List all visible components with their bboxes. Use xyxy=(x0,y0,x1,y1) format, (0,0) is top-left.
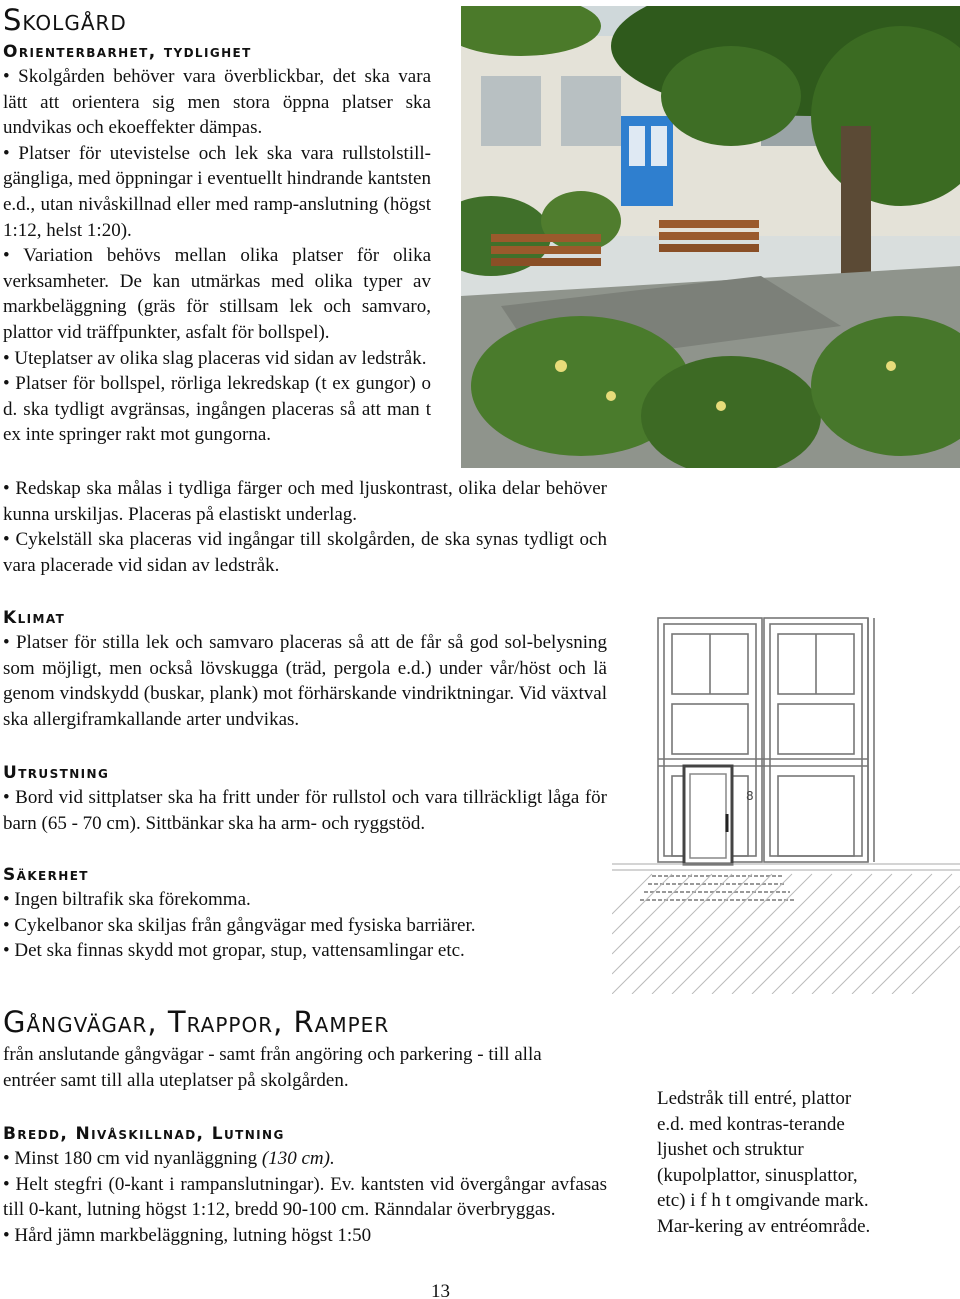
heading-sakerhet: Säkerhet xyxy=(3,865,89,885)
sakerhet-list xyxy=(3,887,607,964)
list-item: • Redskap ska målas i tydliga färger och med ljuskontrast, olika delar behöver kunna urskiljas. Placeras på elastiskt underlag. xyxy=(3,478,607,525)
orienterbarhet-list-top xyxy=(3,64,431,448)
entrance-drawing-image xyxy=(612,614,960,994)
entrance-drawing xyxy=(612,614,960,994)
list-item: • Cykelställ ska placeras vid ingångar till skolgården, de ska synas tydligt och vara placerade vid sidan av ledstråk. xyxy=(3,529,607,576)
orienterbarhet-list-bottom xyxy=(3,476,607,578)
page-number: 13 xyxy=(431,1281,450,1299)
list-item-italic: (130 cm). xyxy=(261,1148,335,1169)
list-item: • Platser för utevistelse och lek ska vara rullstolstill-gängliga, med öppningar i eventuellt hindrande kantsten e.d., utan nivåskillnad eller med ramp-anslutning (högst 1:12, helst 1:20). xyxy=(3,142,431,241)
list-item xyxy=(3,1146,607,1172)
section-title-gangvagar: Gångvägar, Trappor, Ramper xyxy=(3,1005,390,1039)
caption-block xyxy=(657,1086,872,1240)
list-item: • Skolgården behöver vara överblickbar, det ska vara lätt att orientera sig men stora öppna platser ska undvikas och ekoeffekter dämpas. xyxy=(3,66,431,139)
schoolyard-photo-image xyxy=(461,6,960,468)
heading-utrustning: Utrustning xyxy=(3,763,110,783)
door-number: 8 xyxy=(746,789,754,803)
heading-orienterbarhet: Orienterbarhet, tydlighet xyxy=(3,42,252,62)
section-title-skolgard: Skolgård xyxy=(3,3,127,37)
utrustning-list xyxy=(3,785,607,836)
klimat-list xyxy=(3,630,607,732)
list-item: • Helt stegfri (0-kant i rampanslutningar). Ev. kantsten vid övergångar avfasas till 0-kant, lutning högst 1:12, bredd 90-100 cm. Ränndalar överbryggas. xyxy=(3,1173,607,1221)
list-item: • Uteplatser av olika slag placeras vid sidan av ledstråk. xyxy=(3,347,427,369)
list-item: • Bord vid sittplatser ska ha fritt under för rullstol och vara tillräckligt låga för barn (65 - 70 cm). Sittbänkar ska ha arm- och ryggstöd. xyxy=(3,787,607,834)
heading-bredd: Bredd, Nivåskillnad, Lutning xyxy=(3,1124,285,1144)
drawing-caption: Ledstråk till entré, plattor e.d. med kontras-terande ljushet och struktur (kupolplattor, sinusplattor, etc) i f h t omgivande mark. Mar-kering av entréområde. xyxy=(657,1088,871,1237)
heading-klimat: Klimat xyxy=(3,608,66,628)
list-item: • Det ska finnas skydd mot gropar, stup, vattensamlingar etc. xyxy=(3,940,465,962)
list-item: • Hård jämn markbeläggning, lutning högst 1:50 xyxy=(3,1224,372,1246)
list-item: • Platser för bollspel, rörliga lekredskap (t ex gungor) o d. ska tydligt avgränsas, ingången placeras så att man t ex inte springer rakt mot gungorna. xyxy=(3,373,431,446)
list-item: • Platser för stilla lek och samvaro placeras så att de får så god sol-belysning som möjligt, men också lövskugga (träd, pergola e.d.) under vår/höst och lä genom vindskydd (buskar, plank) mot förhärskande vindriktningar. Vid växtval ska allergiframkallande arter undvikas. xyxy=(3,632,607,730)
list-item: • Cykelbanor ska skiljas från gångvägar med fysiska barriärer. xyxy=(3,914,476,936)
list-item-text: • Minst 180 cm vid nyanläggning xyxy=(3,1148,262,1169)
list-item: • Variation behövs mellan olika platser för olika verksamheter. De kan utmärkas med olika typer av markbeläggning (gräs för stillsam lek och samvaro, plattor vid träffpunkter, asfalt för bollspel). xyxy=(3,245,431,343)
gangvagar-intro: från anslutande gångvägar - samt från angöring och parkering - till alla entréer samt till alla uteplatser på skolgården. xyxy=(3,1044,542,1091)
schoolyard-photo xyxy=(461,6,960,468)
bredd-list xyxy=(3,1146,607,1248)
gangvagar-intro-block xyxy=(3,1042,563,1093)
list-item: • Ingen biltrafik ska förekomma. xyxy=(3,889,251,910)
